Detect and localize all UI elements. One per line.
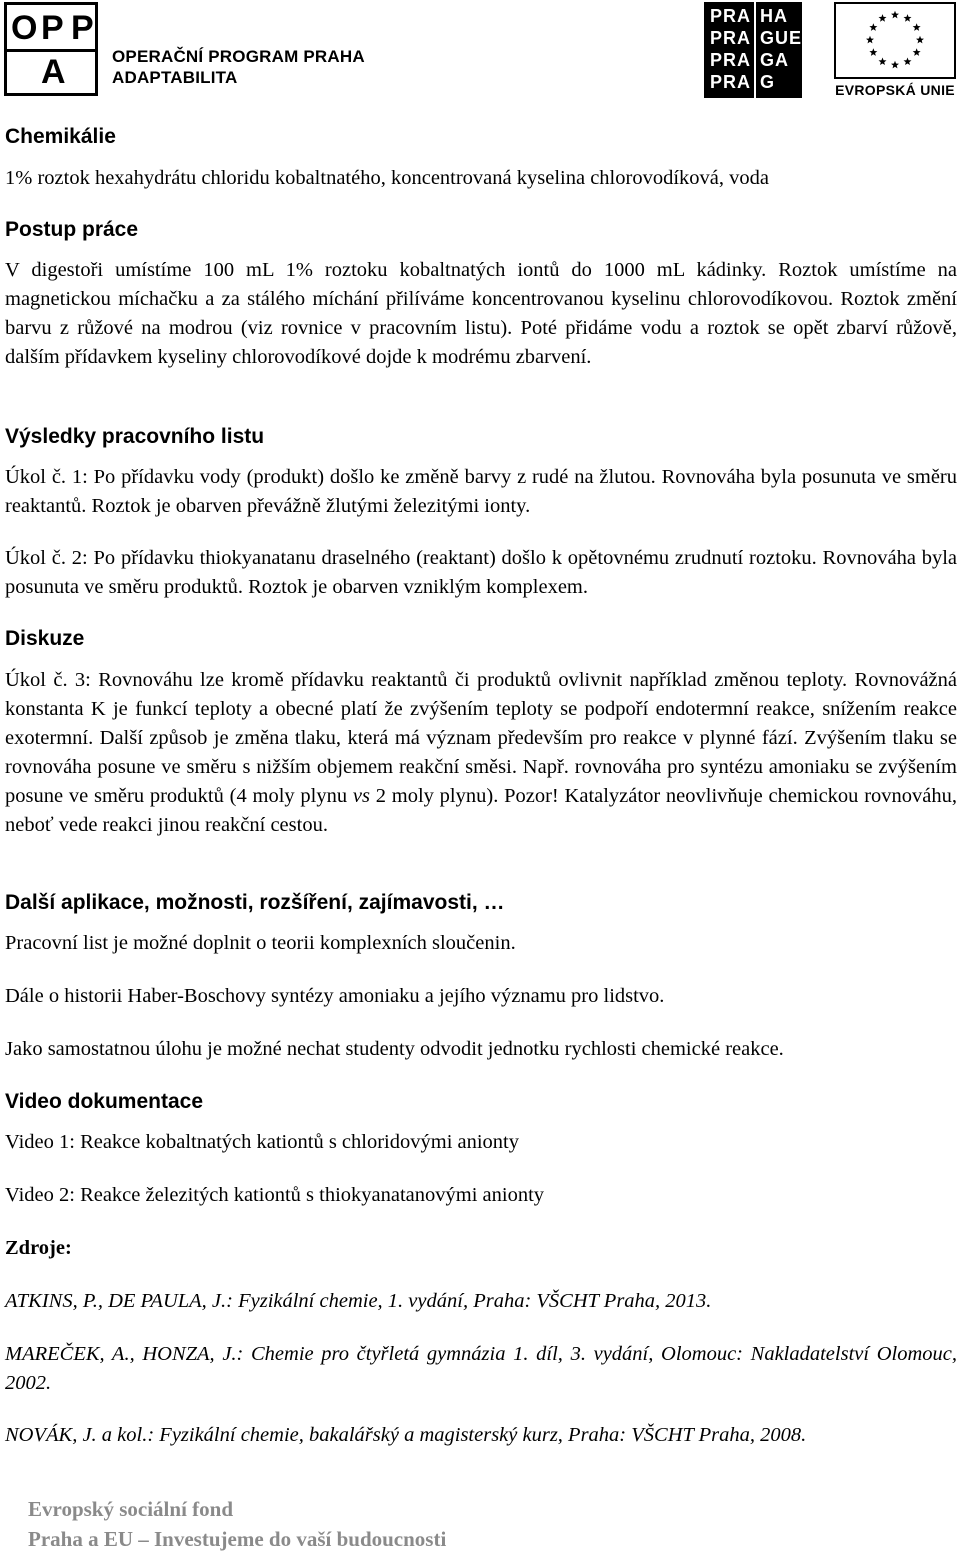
oppa-letter-p1: P xyxy=(41,9,64,47)
eu-star-icon xyxy=(879,14,887,22)
eu-stars-icon xyxy=(836,4,954,77)
heading-vysledky: Výsledky pracovního listu xyxy=(5,425,265,448)
chemikalie-text: 1% roztok hexahydrátu chloridu kobaltnatého, koncentrovaná kyselina chlorovodíková, voda xyxy=(5,167,769,189)
praha-row xyxy=(704,28,802,49)
praha-row-left: PRA xyxy=(710,6,752,26)
eu-star-icon xyxy=(869,48,877,56)
zdroj-2: MAREČEK, A., HONZA, J.: Chemie pro čtyřletá gymnázia 1. díl, 3. vydání, Olomouc: Nakladatelství Olomouc, 2002. xyxy=(5,1343,957,1394)
program-line-2: ADAPTABILITA xyxy=(112,68,238,87)
praha-logo xyxy=(704,2,802,98)
eu-label: EVROPSKÁ UNIE xyxy=(835,82,955,98)
zdroj-3: NOVÁK, J. a kol.: Fyzikální chemie, bakalářský a magisterský kurz, Praha: VŠCHT Praha, 2008. xyxy=(5,1424,807,1446)
praha-row xyxy=(704,72,802,93)
eu-star-icon xyxy=(916,36,924,44)
praha-row-right: G xyxy=(760,72,776,92)
footer-line-2: Praha a EU – Investujeme do vaší budoucnosti xyxy=(28,1527,447,1551)
eu-logo xyxy=(834,2,956,98)
heading-video: Video dokumentace xyxy=(5,1090,204,1113)
dalsi-text-2: Dále o historii Haber-Boschovy syntézy amoniaku a jejího významu pro lidstvo. xyxy=(5,985,665,1007)
zdroj-1: ATKINS, P., DE PAULA, J.: Fyzikální chemie, 1. vydání, Praha: VŠCHT Praha, 2013. xyxy=(5,1290,712,1312)
dalsi-text-3: Jako samostatnou úlohu je možné nechat studenty odvodit jednotku rychlosti chemické reakce. xyxy=(5,1038,784,1060)
footer-line-1: Evropský sociální fond xyxy=(28,1497,234,1521)
praha-row-left: PRA xyxy=(710,28,752,48)
heading-dalsi-aplikace: Další aplikace, možnosti, rozšíření, zajímavosti, … xyxy=(5,891,505,914)
praha-row xyxy=(704,50,802,71)
eu-star-icon xyxy=(879,57,887,65)
program-line-1: OPERAČNÍ PROGRAM PRAHA xyxy=(112,47,365,66)
oppa-logo xyxy=(4,2,98,96)
video-1-text: Video 1: Reakce kobaltnatých kationtů s chloridovými anionty xyxy=(5,1131,520,1153)
eu-star-icon xyxy=(904,14,912,22)
ukol-1-text: Úkol č. 1: Po přídavku vody (produkt) došlo ke změně barvy z rudé na žlutou. Rovnováha byla posunuta ve směru reaktantů. Roztok je obarven převážně žlutými železitými ionty. xyxy=(5,466,957,517)
praha-row-right: GUE xyxy=(760,28,803,48)
heading-zdroje: Zdroje: xyxy=(5,1237,72,1259)
oppa-letter-o: O xyxy=(11,9,38,47)
postup-text: V digestoři umístíme 100 mL 1% roztoku kobaltnatých iontů do 1000 mL kádinky. Roztok umístíme na magnetickou míchačku a za stálého míchání přilíváme koncentrovanou kyselinu chlorovodíkovou. Roztok změní barvu z růžové na modrou (viz rovnice v pracovním listu). Poté přidáme vodu a roztok se opět zbarví růžově, dalším přídavkem kyseliny chlorovodíkové dojde k modrému zbarvení. xyxy=(5,259,957,368)
eu-star-icon xyxy=(869,23,877,31)
eu-star-icon xyxy=(904,57,912,65)
ukol-3-part-2: 2 moly plynu). Pozor! Katalyzátor neovlivňuje chemickou rovnováhu, neboť vede reakci jinou reakční cestou. xyxy=(5,785,957,836)
ukol-3-text xyxy=(5,666,957,840)
oppa-divider xyxy=(7,49,95,52)
heading-postup: Postup práce xyxy=(5,218,139,241)
footer-esf xyxy=(28,1494,446,1554)
praha-row-left: PRA xyxy=(710,72,752,92)
eu-star-icon xyxy=(866,36,874,44)
video-2-text: Video 2: Reakce železitých kationtů s thiokyanatanovými anionty xyxy=(5,1184,545,1206)
praha-row-right: GA xyxy=(760,50,789,70)
ukol-3-part-1: Úkol č. 3: Rovnováhu lze kromě přídavku reaktantů či produktů ovlivnit například změnou teploty. Rovnovážná konstanta K je funkcí teploty a obecné platí že zvýšením teploty se podpoří endotermní reakce, snížením reakce exotermní. Další způsob je změna tlaku, která má význam především pro reakce v plynné fází. Zvýšením tlaku se rovnováha posune ve směru s nižším objemem reakční směsi. Např. rovnováha pro syntézu amoniaku se zvýšením posune ve směru produktů (4 moly plynu xyxy=(5,669,957,807)
dalsi-text-1: Pracovní list je možné doplnit o teorii komplexních sloučenin. xyxy=(5,932,516,954)
oppa-letter-a: A xyxy=(41,53,66,91)
heading-chemikalie: Chemikálie xyxy=(5,125,116,148)
eu-star-icon xyxy=(891,61,899,69)
eu-star-icon xyxy=(913,23,921,31)
program-name xyxy=(112,46,365,88)
eu-flag xyxy=(834,2,956,79)
heading-diskuze: Diskuze xyxy=(5,627,85,650)
ukol-2-text: Úkol č. 2: Po přídavku thiokyanatanu draselného (reaktant) došlo k opětovnému zrudnutí roztoku. Rovnováha byla posunuta ve směru produktů. Roztok je obarven vzniklým komplexem. xyxy=(5,547,957,598)
praha-row-left: PRA xyxy=(710,50,752,70)
praha-row xyxy=(704,6,802,27)
eu-star-icon xyxy=(913,48,921,56)
oppa-letter-p2: P xyxy=(71,9,94,47)
ukol-3-vs: vs xyxy=(352,785,370,807)
praha-row-right: HA xyxy=(760,6,788,26)
eu-star-icon xyxy=(891,11,899,19)
